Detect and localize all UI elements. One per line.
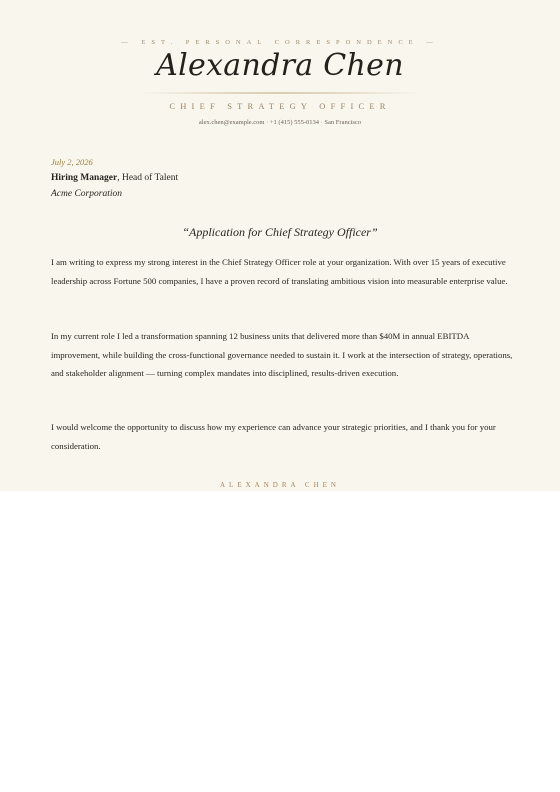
header-divider	[140, 92, 420, 94]
body-paragraph-3: I would welcome the opportunity to discuss how my experience can advance your strategic priorities, and I thank you for your consideration.	[51, 422, 496, 451]
body-paragraph-2: In my current role I led a transformation spanning 12 business units that delivered more than $40M in annual EBITDA improvement, while building the cross-functional governance needed to sustain it. I work at the intersection of strategy, operations, and stakeholder alignment — turning complex mandates into disciplined, results-driven execution.	[51, 331, 513, 378]
body-paragraph-1: I am writing to express my strong interest in the Chief Strategy Officer role at your organization. With over 15 years of executive leadership across Fortune 500 companies, I have a proven record of translating ambitious vision into measurable enterprise value.	[51, 257, 508, 286]
recipient-company: Acme Corporation	[51, 189, 122, 199]
recipient-line	[51, 173, 178, 183]
sender-role: CHIEF STRATEGY OFFICER	[169, 101, 391, 111]
sender-name: Alexandra Chen	[156, 48, 404, 83]
signoff-name: ALEXANDRA CHEN	[220, 481, 340, 489]
recipient-name: Hiring Manager	[51, 173, 118, 183]
letter-date: July 2, 2026	[51, 157, 93, 167]
recipient-title: , Head of Talent	[117, 173, 179, 183]
eyebrow-text: — EST. PERSONAL CORRESPONDENCE —	[121, 39, 439, 46]
letter-subject: “Application for Chief Strategy Officer”	[182, 225, 378, 239]
contact-line: alex.chen@example.com · +1 (415) 555-0134 · San Francisco	[198, 119, 362, 126]
